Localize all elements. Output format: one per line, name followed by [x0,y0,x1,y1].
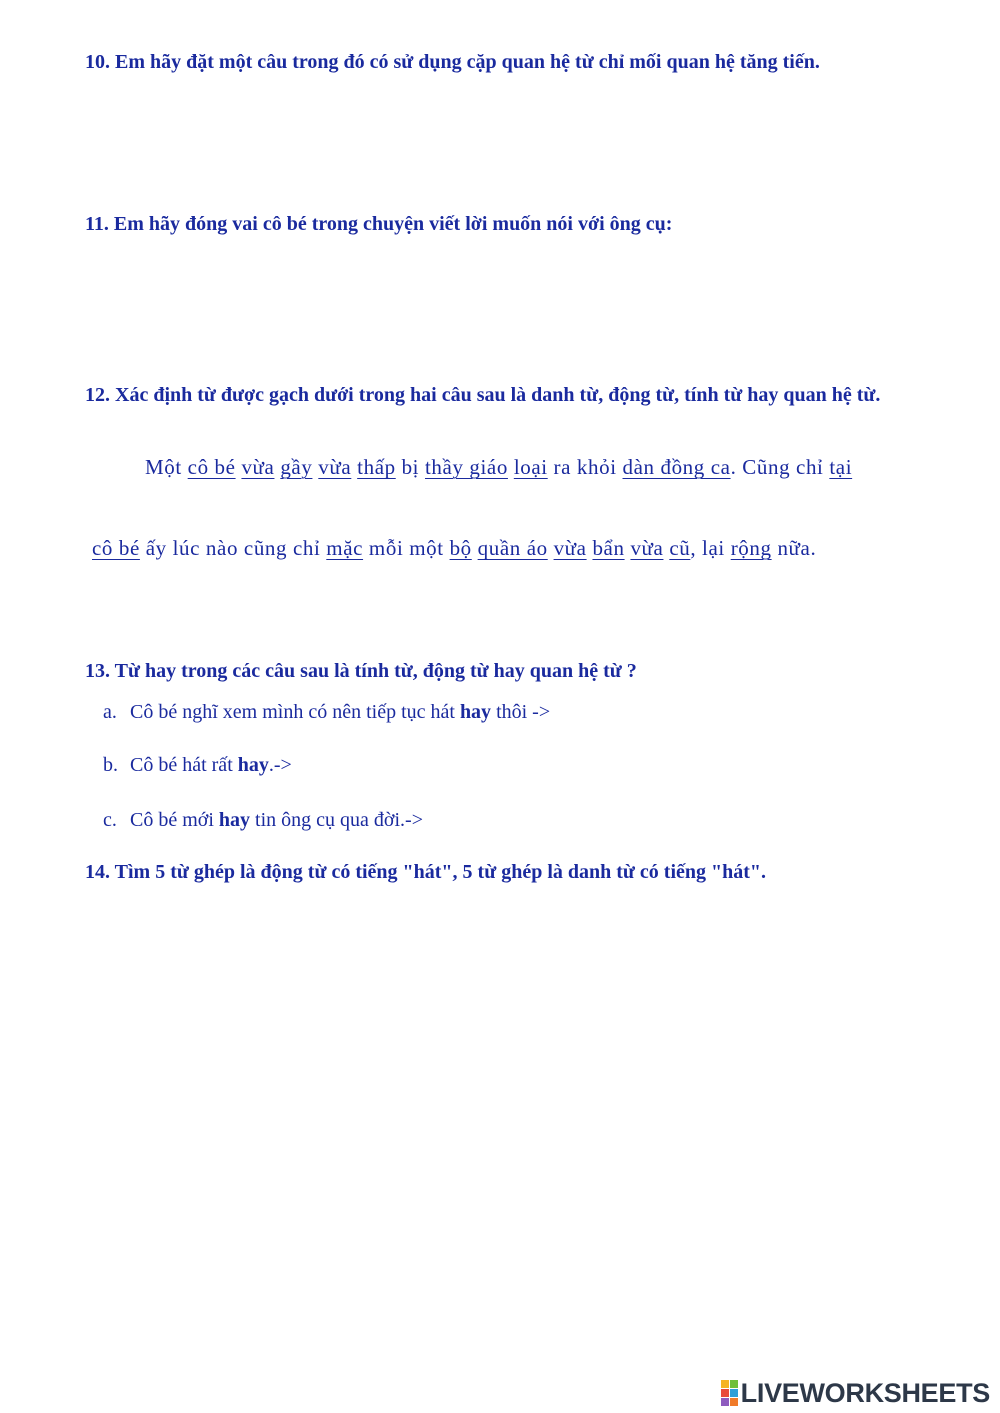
underlined-word: cô bé [92,536,140,560]
question-10: 10. Em hãy đặt một câu trong đó có sử dụng cặp quan hệ từ chỉ mối quan hệ tăng tiến. [85,51,820,73]
underlined-word: gầy [280,455,313,479]
underlined-word: vừa [241,455,275,479]
logo-text: LIVEWORKSHEETS [740,1377,990,1408]
underlined-word: cũ [669,536,691,560]
item-text-after: thôi -> [491,701,551,723]
item-keyword: hay [218,809,251,831]
question-14: 14. Tìm 5 từ ghép là động từ có tiếng "hát", 5 từ ghép là danh từ có tiếng "hát". [85,861,766,883]
passage-text: . Cũng chỉ [730,455,830,479]
item-text-before: Cô bé mới [130,809,219,831]
underlined-word: cô bé [187,455,236,479]
liveworksheets-logo[interactable] [721,1379,990,1407]
item-keyword: hay [459,701,492,723]
underlined-word: thầy giáo [424,455,508,479]
underlined-word: vừa [318,455,352,479]
underlined-word: tại [829,455,853,479]
item-text-before: Cô bé hát rất [130,754,238,776]
passage-line-2 [92,538,816,559]
item-text-after: .-> [268,754,292,776]
question-13: 13. Từ hay trong các câu sau là tính từ, động từ hay quan hệ từ ? [85,660,637,682]
underlined-word: quần áo [477,536,548,560]
passage-line-1 [145,457,852,478]
item-keyword: hay [237,754,269,776]
underlined-word: bộ [449,536,472,560]
passage-text: ấy lúc nào cũng chỉ [139,536,327,560]
question-12: 12. Xác định từ được gạch dưới trong hai câu sau là danh từ, động từ, tính từ hay quan hệ từ. [85,384,881,406]
passage-text: , lại [690,536,731,560]
question-13-item-c [103,810,423,830]
underlined-word: dàn đồng ca [622,455,731,479]
question-13-item-a [103,702,550,722]
passage-text: Một [145,455,188,479]
question-11: 11. Em hãy đóng vai cô bé trong chuyện viết lời muốn nói với ông cụ: [85,213,673,235]
underlined-word: thấp [357,455,396,479]
underlined-word: bẩn [592,536,625,560]
underlined-word: loại [513,455,548,479]
question-13-item-b [103,755,292,775]
passage-text: nữa. [771,536,817,560]
underlined-word: vừa [630,536,664,560]
underlined-word: vừa [553,536,587,560]
item-letter: a. [103,701,117,723]
item-text-before: Cô bé nghĩ xem mình có nên tiếp tục hát [130,701,460,723]
passage-text: ra khỏi [547,455,623,479]
underlined-word: mặc [326,536,364,560]
passage-text: bị [395,455,425,479]
underlined-word: rộng [730,536,772,560]
item-letter: c. [103,809,117,831]
passage-text: mỗi một [363,536,450,560]
liveworksheets-logo-icon [721,1380,738,1406]
item-letter: b. [103,754,118,776]
item-text-after: tin ông cụ qua đời.-> [250,809,423,831]
